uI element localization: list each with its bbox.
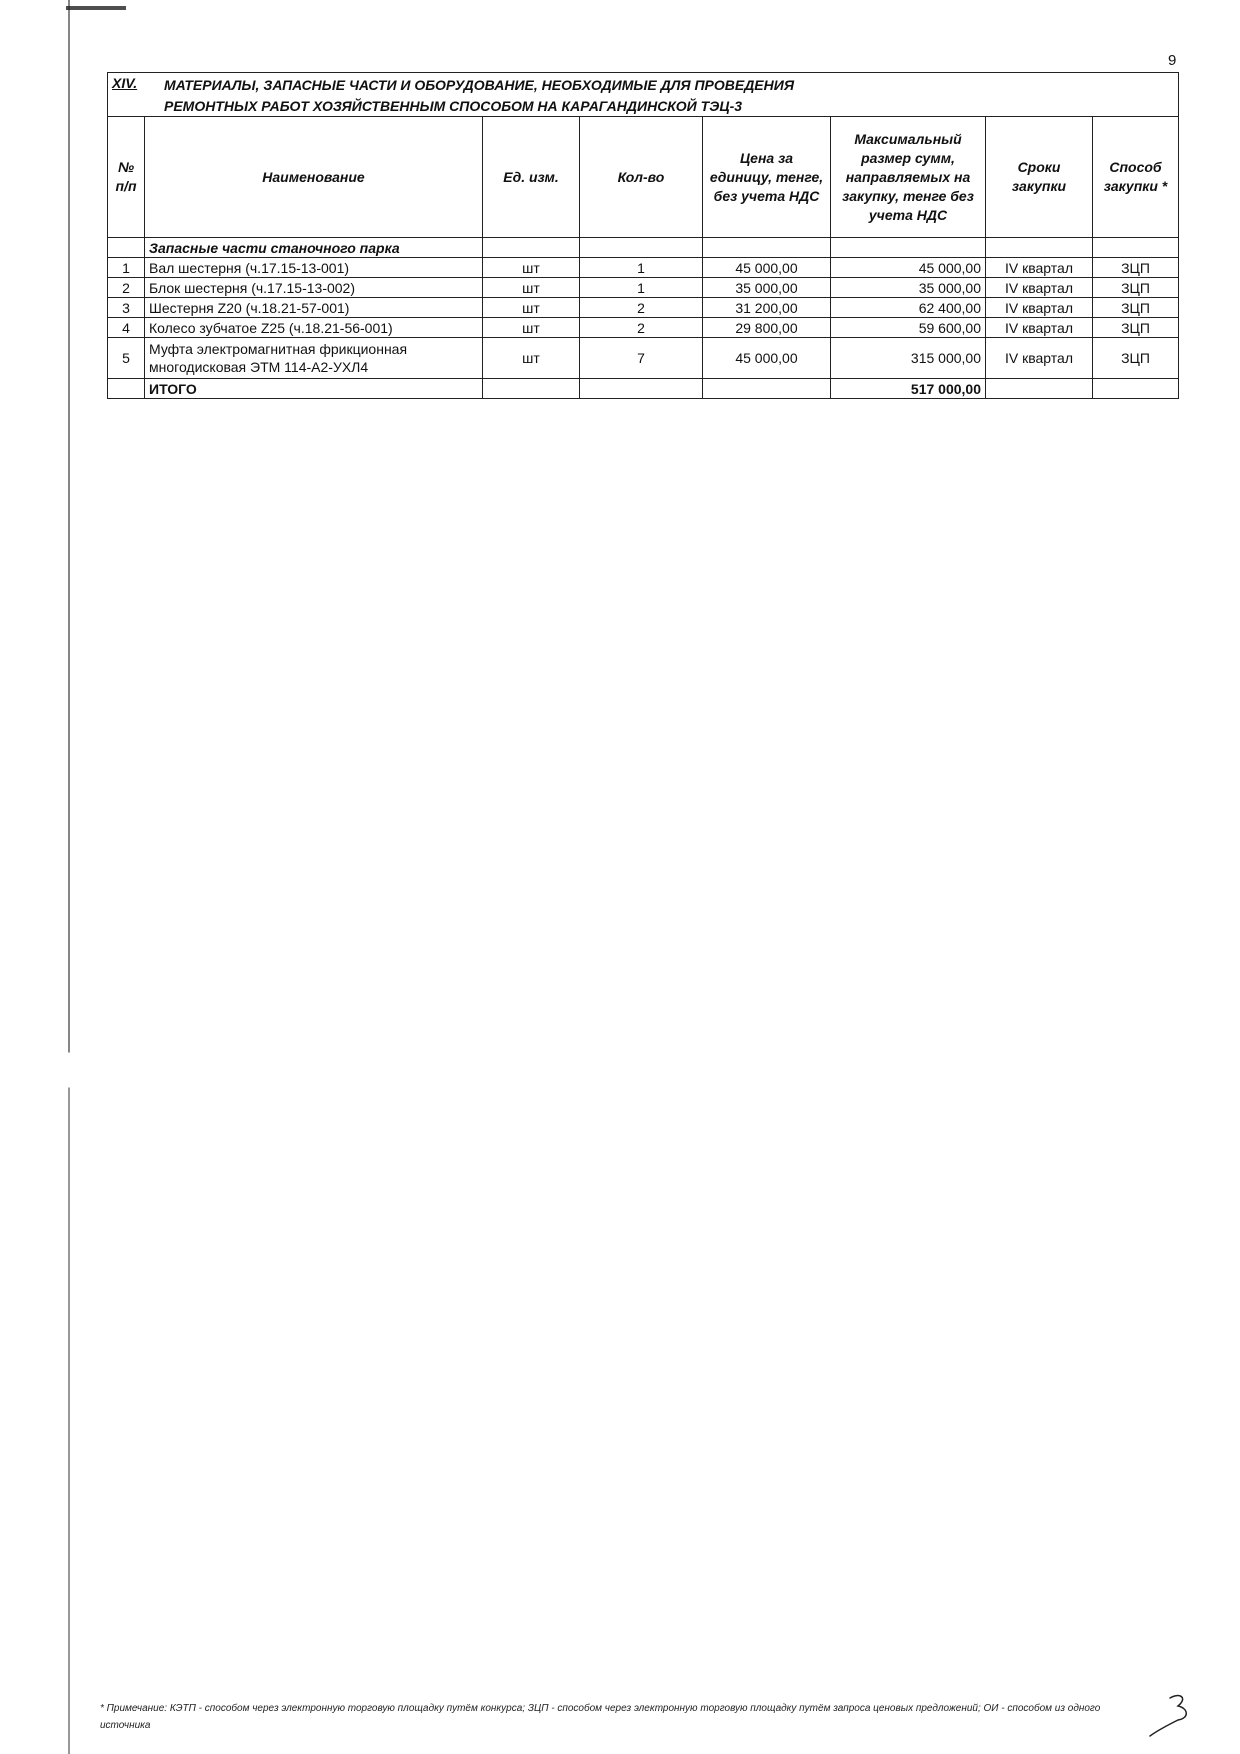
cell-unit: шт [483,258,580,278]
footnote: * Примечание: КЭТП - способом через электронную торговую площадку путём конкурса; ЗЦП - способом через электронную торговую площадку путём запроса ценовых предложений; ОИ - способом из одного источника [100,1703,1101,1731]
cell-price: 31 200,00 [703,298,831,318]
cell-num: 3 [108,298,145,318]
cell-name: Муфта электромагнитная фрикционная многодисковая ЭТМ 114-А2-УХЛ4 [145,338,483,379]
header-price: Цена за единицу, тенге, без учета НДС [703,117,831,238]
cell-method: ЗЦП [1093,258,1179,278]
header-method: Способ закупки * [1093,117,1179,238]
cell-num: 1 [108,258,145,278]
cell-price: 29 800,00 [703,318,831,338]
handwritten-signature [1148,1690,1208,1745]
header-max-sum: Максимальный размер сумм, направляемых на закупку, тенге без учета НДС [831,117,986,238]
cell-max-sum: 35 000,00 [831,278,986,298]
total-cell-empty [986,379,1093,399]
table-row [108,278,1179,298]
header-period: Сроки закупки [986,117,1093,238]
cell-unit: шт [483,298,580,318]
signature-icon [1148,1690,1208,1740]
total-cell-empty [483,379,580,399]
cell-max-sum: 315 000,00 [831,338,986,379]
scan-edge-mark [68,0,70,1754]
group-label: Запасные части станочного парка [145,238,483,258]
table-row [108,258,1179,278]
total-row [108,379,1179,399]
cell-name: Шестерня Z20 (ч.18.21-57-001) [145,298,483,318]
cell-price: 35 000,00 [703,278,831,298]
cell-method: ЗЦП [1093,338,1179,379]
total-max-sum: 517 000,00 [831,379,986,399]
cell-period: IV квартал [986,278,1093,298]
cell-price: 45 000,00 [703,338,831,379]
total-label: ИТОГО [145,379,483,399]
cell-num: 2 [108,278,145,298]
cell-unit: шт [483,338,580,379]
total-cell-empty [1093,379,1179,399]
section-number: XIV. [112,75,138,91]
group-row [108,238,1179,258]
header-name: Наименование [145,117,483,238]
cell-price: 45 000,00 [703,258,831,278]
cell-max-sum: 45 000,00 [831,258,986,278]
table-row [108,338,1179,379]
total-cell-empty [580,379,703,399]
section-header [107,72,1179,117]
cell-qty: 1 [580,278,703,298]
header-unit: Ед. изм. [483,117,580,238]
page-number: 9 [1168,52,1177,69]
group-cell-empty [986,238,1093,258]
cell-method: ЗЦП [1093,278,1179,298]
group-cell-empty [831,238,986,258]
header-num: № п/п [108,117,145,238]
cell-name: Колесо зубчатое Z25 (ч.18.21-56-001) [145,318,483,338]
cell-period: IV квартал [986,258,1093,278]
scan-corner-mark [66,6,126,10]
cell-period: IV квартал [986,318,1093,338]
cell-period: IV квартал [986,338,1093,379]
cell-unit: шт [483,278,580,298]
cell-unit: шт [483,318,580,338]
cell-period: IV квартал [986,298,1093,318]
cell-qty: 7 [580,338,703,379]
table-row [108,298,1179,318]
group-cell-empty [483,238,580,258]
cell-method: ЗЦП [1093,298,1179,318]
total-cell-empty [108,379,145,399]
table-row [108,318,1179,338]
cell-method: ЗЦП [1093,318,1179,338]
group-cell-empty [580,238,703,258]
group-cell-empty [703,238,831,258]
cell-name: Блок шестерня (ч.17.15-13-002) [145,278,483,298]
cell-num: 5 [108,338,145,379]
cell-num: 4 [108,318,145,338]
cell-qty: 1 [580,258,703,278]
cell-max-sum: 59 600,00 [831,318,986,338]
procurement-table [107,116,1179,399]
total-cell-empty [703,379,831,399]
group-cell-empty [108,238,145,258]
cell-qty: 2 [580,318,703,338]
cell-name: Вал шестерня (ч.17.15-13-001) [145,258,483,278]
cell-qty: 2 [580,298,703,318]
group-cell-empty [1093,238,1179,258]
cell-max-sum: 62 400,00 [831,298,986,318]
header-qty: Кол-во [580,117,703,238]
table-header-row [108,117,1179,238]
section-title: МАТЕРИАЛЫ, ЗАПАСНЫЕ ЧАСТИ И ОБОРУДОВАНИЕ, НЕОБХОДИМЫЕ ДЛЯ ПРОВЕДЕНИЯ РЕМОНТНЫХ РАБОТ ХОЗЯЙСТВЕННЫМ СПОСОБОМ НА КАРАГАНДИНСКОЙ ТЭЦ-3 [164,77,795,114]
